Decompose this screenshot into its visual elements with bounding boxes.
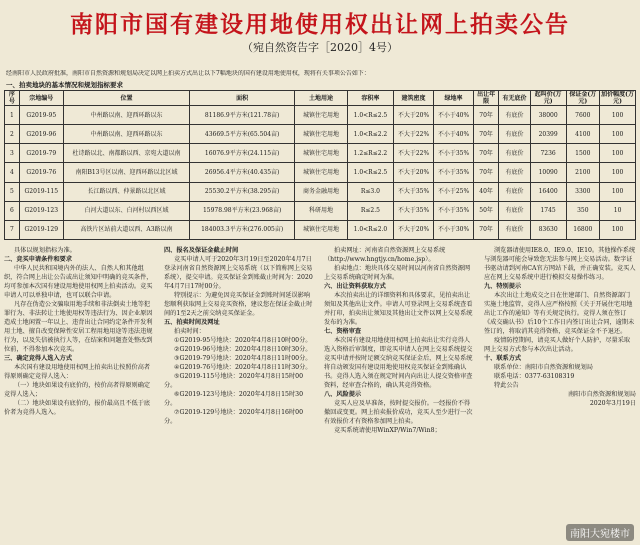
table-cell: 6 — [5, 201, 20, 220]
table-cell: 有底价 — [499, 106, 531, 125]
table-cell: 1745 — [530, 201, 566, 220]
table-cell: 不小于35% — [434, 201, 474, 220]
table-cell: 70年 — [473, 220, 498, 239]
column-header: 建筑密度 — [394, 91, 434, 106]
paragraph: ⑥G2019-123号地块：2020年4月8日15时30分。 — [164, 391, 304, 407]
column-header: 绿地率 — [434, 91, 474, 106]
table-cell: 25530.2平方米(38.295亩) — [190, 182, 295, 201]
table-cell: 100 — [600, 182, 636, 201]
paragraph: 浏览器请使用IE8.0、IE9.0、IE10。其他操作系统与浏览器可能会导致您无法参与网上交易活动。数字证书驱动请到河南CA官方网站下载，并正确安装。竞买人应在网上交易系统中进行模拟交易操作练习。 — [484, 247, 636, 281]
paragraph: 特此公告 — [494, 382, 519, 389]
table-cell: 10090 — [530, 163, 566, 182]
table-cell: 中州路以南、迎西环路以东 — [63, 106, 189, 125]
paragraph: 本次出让土地成交之日在住建部门、自然资源部门实施土地监管，竞得人应严格按照《关于开展住宅用地出让工作的通知》等有关规定执行。竞得人须在签订《成交确认书》后10个工作日内签订出让合同，逾期未签订的，将取消其竞得资格，竞买保证金不予退还。 — [484, 292, 635, 335]
table-cell: 1.0<R≤2.5 — [347, 163, 393, 182]
table-cell: 杜诗路以北、南都路以西、京宛大道以南 — [63, 144, 189, 163]
table-cell: 1.0<R≤2.5 — [347, 106, 393, 125]
table-cell: 1.0<R≤2.0 — [347, 220, 393, 239]
table-cell: 1 — [5, 106, 20, 125]
table-body — [5, 106, 636, 240]
table-cell: 100 — [600, 163, 636, 182]
table-cell: 不小于30% — [434, 220, 474, 239]
table-cell: 40年 — [473, 182, 498, 201]
column-header: 出让年限 — [473, 91, 498, 106]
paragraph: 本次国有建设用地使用权网上拍卖出让实行竞得人选入资格后审制度，即竞买申请人在网上交易系统提交竞买申请并按时足额交纳竞买保证金后，网上交易系统将自动颁发国有建设用地使用权竞买保证金到账确认书。竞得人选入须在规定时间内向出让人提交资格审查资料，经审查合格的，确认其竞得资格。 — [324, 337, 473, 389]
column-header: 土地用途 — [295, 91, 348, 106]
table-cell: 70年 — [473, 106, 498, 125]
table-cell: 不大于20% — [394, 106, 434, 125]
table-cell: G2019-95 — [19, 106, 63, 125]
paragraph: （一）地块如果设有底价的，按价高者得原则确定竞得人选入； — [4, 382, 151, 398]
table-cell: 4 — [5, 163, 20, 182]
paragraph: 拍卖网址：河南省自然资源网上交易系统（http://www.hngtjy.cn/home.jsp）。 — [324, 247, 446, 263]
section-heading: 五、拍卖时间及网址 — [164, 319, 220, 326]
table-row — [5, 182, 636, 201]
paragraph: 联系单位：南阳市自然资源和规划局 — [494, 364, 593, 371]
table-cell: 2100 — [566, 163, 600, 182]
table-cell: 184003.3平方米(276.005亩) — [190, 220, 295, 239]
column-header: 宗地编号 — [19, 91, 63, 106]
table-row — [5, 144, 636, 163]
table-cell: G2019-115 — [19, 182, 63, 201]
table-cell: 81186.9平方米(121.78亩) — [190, 106, 295, 125]
section-heading: 八、风险提示 — [324, 391, 362, 398]
body-columns — [4, 246, 636, 536]
section-heading: 二、竞买申请条件和要求 — [4, 256, 73, 263]
table-cell: 16800 — [566, 220, 600, 239]
table-cell: 43669.5平方米(65.504亩) — [190, 125, 295, 144]
table-cell: 科研用地 — [295, 201, 348, 220]
table-cell: G2019-79 — [19, 144, 63, 163]
table-cell: 不大于20% — [394, 163, 434, 182]
table-cell: 70年 — [473, 163, 498, 182]
paragraph: 2020年3月19日 — [589, 400, 636, 407]
table-cell: 城镇住宅用地 — [295, 220, 348, 239]
section-heading: 三、确定竞得人选入方式 — [4, 355, 73, 362]
table-cell: R≤3.0 — [347, 182, 393, 201]
table-cell: 有底价 — [499, 163, 531, 182]
table-cell: 不大于20% — [394, 220, 434, 239]
parcel-table — [4, 90, 636, 240]
table-cell: 100 — [600, 220, 636, 239]
table-cell: 不大于22% — [394, 144, 434, 163]
table-cell: 2 — [5, 125, 20, 144]
table-cell: 38000 — [530, 106, 566, 125]
table-cell: 中州路以南、迎西环路以东 — [63, 125, 189, 144]
text-column-4 — [484, 246, 636, 536]
table-cell: 不小于35% — [434, 144, 474, 163]
table-cell: 100 — [600, 106, 636, 125]
paragraph: ⑤G2019-115号地块：2020年4月8日15时00分。 — [164, 373, 304, 389]
table-cell: 不大于35% — [394, 182, 434, 201]
table-cell: 不小于25% — [434, 182, 474, 201]
table-cell: R≤2.5 — [347, 201, 393, 220]
table-cell: 83630 — [530, 220, 566, 239]
table-cell: 100 — [600, 144, 636, 163]
table-cell: 7600 — [566, 106, 600, 125]
paragraph: 特别提示：为避免因竞买保证金到账时间延误影响您顺利获取网上交易竞买资格，建议您在保证金截止时间的1至2天之前交纳竞买保证金。 — [164, 292, 313, 317]
intro-paragraph: 经南阳市人民政府批准，南阳市自然资源和规划局决定以网上拍卖方式出让以下7幅地块的国有建设用地使用权，现将有关事项公告如下： — [6, 70, 370, 77]
table-row — [5, 106, 636, 125]
table-cell: 不小于35% — [434, 163, 474, 182]
table-cell: 白河大道以东、白河村以西区域 — [63, 201, 189, 220]
table-cell: 有底价 — [499, 125, 531, 144]
table-cell: 南阳B13号区以南、迎西环路以北区域 — [63, 163, 189, 182]
table-cell: 高铁片区站前大道以西、A3路以南 — [63, 220, 189, 239]
table-cell: 3300 — [566, 182, 600, 201]
paragraph: 拍卖时间： — [174, 328, 205, 335]
table-row — [5, 220, 636, 239]
paragraph: 竞买申请人可于2020年3月19日至2020年4月7日登录河南省自然资源网上交易系统（以下简称网上交易系统），提交申请。竞买保证金到账截止时间为：2020年4月7日17时00分。 — [164, 256, 313, 290]
table-cell: 70年 — [473, 144, 498, 163]
table-cell: 城镇住宅用地 — [295, 106, 348, 125]
text-column-2 — [164, 246, 314, 536]
announcement-title: 南阳市国有建设用地使用权出让网上拍卖公告 — [70, 12, 570, 38]
table-cell: 有底价 — [499, 144, 531, 163]
paragraph: 联系电话：0377-63108319 — [494, 373, 575, 380]
table-cell: 10 — [600, 201, 636, 220]
table-cell: 有底价 — [499, 182, 531, 201]
table-cell: 16076.9平方米(24.115亩) — [190, 144, 295, 163]
column-header: 保证金(万元) — [566, 91, 600, 106]
paragraph: 竞买人应及早准备，按时提交报价。一经报价不得撤回或变更。网上拍卖报价成功，竞买人至少进行一次有效报价才有资格参加网上拍卖。 — [324, 400, 473, 425]
table-cell: G2019-96 — [19, 125, 63, 144]
paragraph: ④G2019-76号地块：2020年4月8日11时30分。 — [174, 364, 312, 371]
table-cell: 不小于40% — [434, 106, 474, 125]
section-heading: 六、出让资料获取方式 — [324, 283, 386, 290]
section-heading: 十、联系方式 — [484, 355, 522, 362]
column-header: 位置 — [63, 91, 189, 106]
paragraph: 中华人民共和国境内外的法人、自然人和其他组织，符合网上出让公告或出让须知中明确的竞买条件，均可参加本次国有建设用地使用权网上拍卖活动。竞买申请人可以单独申请，也可以联合申请。 — [4, 265, 153, 299]
paragraph: ③G2019-79号地块：2020年4月8日11时00分。 — [174, 355, 312, 362]
table-cell: 26956.4平方米(40.435亩) — [190, 163, 295, 182]
table-cell: 20399 — [530, 125, 566, 144]
table-cell: 7 — [5, 220, 20, 239]
table-cell: 1500 — [566, 144, 600, 163]
watermark: 南阳大宛楼市 — [566, 524, 634, 541]
paragraph: 竞买系统请使用WinXP/Win7/Win8； — [334, 427, 441, 434]
table-row — [5, 201, 636, 220]
column-header: 加价幅度(万元) — [601, 91, 634, 105]
table-cell: G2019-129 — [19, 220, 63, 239]
table-cell: 4100 — [566, 125, 600, 144]
table-cell: 100 — [600, 125, 636, 144]
text-column-1 — [4, 246, 154, 536]
table-cell: 不大于35% — [394, 201, 434, 220]
paragraph: ②G2019-96号地块：2020年4月8日10时30分。 — [174, 346, 312, 353]
table-cell: 城镇住宅用地 — [295, 125, 348, 144]
paragraph: 凡存在伪造公文骗取用地手续和非法倒卖土地等犯罪行为、非法转让土地使用权等违法行为、因企业原因造成土地闲置一年以上、违背出让合同约定条件开发利用土地、擅自改变保障性安居工程用地用途等违法违规行为，以及失信被执行人等，在结案和问题查处整改到位前，不得参加本次竞买。 — [4, 301, 153, 353]
table-cell: 长江路以西、仲景路以北区域 — [63, 182, 189, 201]
paragraph: ①G2019-95号地块：2020年4月8日10时00分。 — [174, 337, 312, 344]
column-header: 序号 — [5, 91, 20, 106]
table-cell: 5 — [5, 182, 20, 201]
column-header: 有无底价 — [499, 91, 531, 106]
section-heading-1: 一、拍卖地块的基本情况和规划指标要求 — [6, 81, 123, 89]
table-cell: 1.0<R≤2.2 — [347, 125, 393, 144]
table-cell: 350 — [566, 201, 600, 220]
table-cell: 不小于40% — [434, 125, 474, 144]
table-row — [5, 125, 636, 144]
paragraph: （二）地块如果设有底价的，报价最高且不低于底价者为竞得人选入。 — [4, 400, 151, 416]
paragraph: 南阳市自然资源和规划局 — [567, 391, 636, 398]
column-header: 面积 — [190, 91, 295, 106]
section-heading: 四、报名及保证金截止时间 — [164, 247, 239, 254]
paragraph: 本次拍卖出让的详细资料和具体要求，见拍卖出让须知及其他出让文件。申请人可登录网上交易系统查看并打印，拍卖出让须知及其他出让文件以网上交易系统发布的为准。 — [324, 292, 473, 326]
table-cell: 3 — [5, 144, 20, 163]
table-cell: 7236 — [530, 144, 566, 163]
column-header: 容积率 — [347, 91, 393, 106]
table-cell: 1.2≤R≤2.2 — [347, 144, 393, 163]
paragraph: 本次国有建设用地使用权网上拍卖出让按照价高者得原则确定竞得人选入： — [4, 364, 151, 380]
table-cell: 70年 — [473, 125, 498, 144]
table-cell: 商务金融用地 — [295, 182, 348, 201]
table-cell: 16400 — [530, 182, 566, 201]
table-cell: 有底价 — [499, 220, 531, 239]
table-header-row — [5, 91, 636, 106]
table-cell: 不大于22% — [394, 125, 434, 144]
column-header: 起叫价(万元) — [530, 91, 566, 106]
table-cell: G2019-123 — [19, 201, 63, 220]
text-column-3 — [324, 246, 474, 536]
paragraph: ⑦G2019-129号地块：2020年4月8日16时00分。 — [164, 409, 304, 425]
paragraph: 疫情防控期间，请竞买人做好个人防护，尽量采取网上交易方式参与本次出让活动。 — [484, 337, 631, 353]
section-heading: 七、资格审查 — [324, 328, 362, 335]
paragraph: 拍卖地点：地块具体交易时间以河南省自然资源网上交易系统确定时间为准。 — [324, 265, 471, 281]
paragraph: 具体以规划指标为准。 — [14, 247, 76, 254]
table-row — [5, 163, 636, 182]
table-cell: 50年 — [473, 201, 498, 220]
announcement-subtitle: （宛自然资告字［2020］4号） — [242, 41, 398, 54]
table-cell: 城镇住宅用地 — [295, 163, 348, 182]
table-cell: 有底价 — [499, 201, 531, 220]
table-cell: 15978.98平方米(23.968亩) — [190, 201, 295, 220]
table-cell: 城镇住宅用地 — [295, 144, 348, 163]
section-heading: 九、特别提示 — [484, 283, 522, 290]
table-cell: G2019-76 — [19, 163, 63, 182]
